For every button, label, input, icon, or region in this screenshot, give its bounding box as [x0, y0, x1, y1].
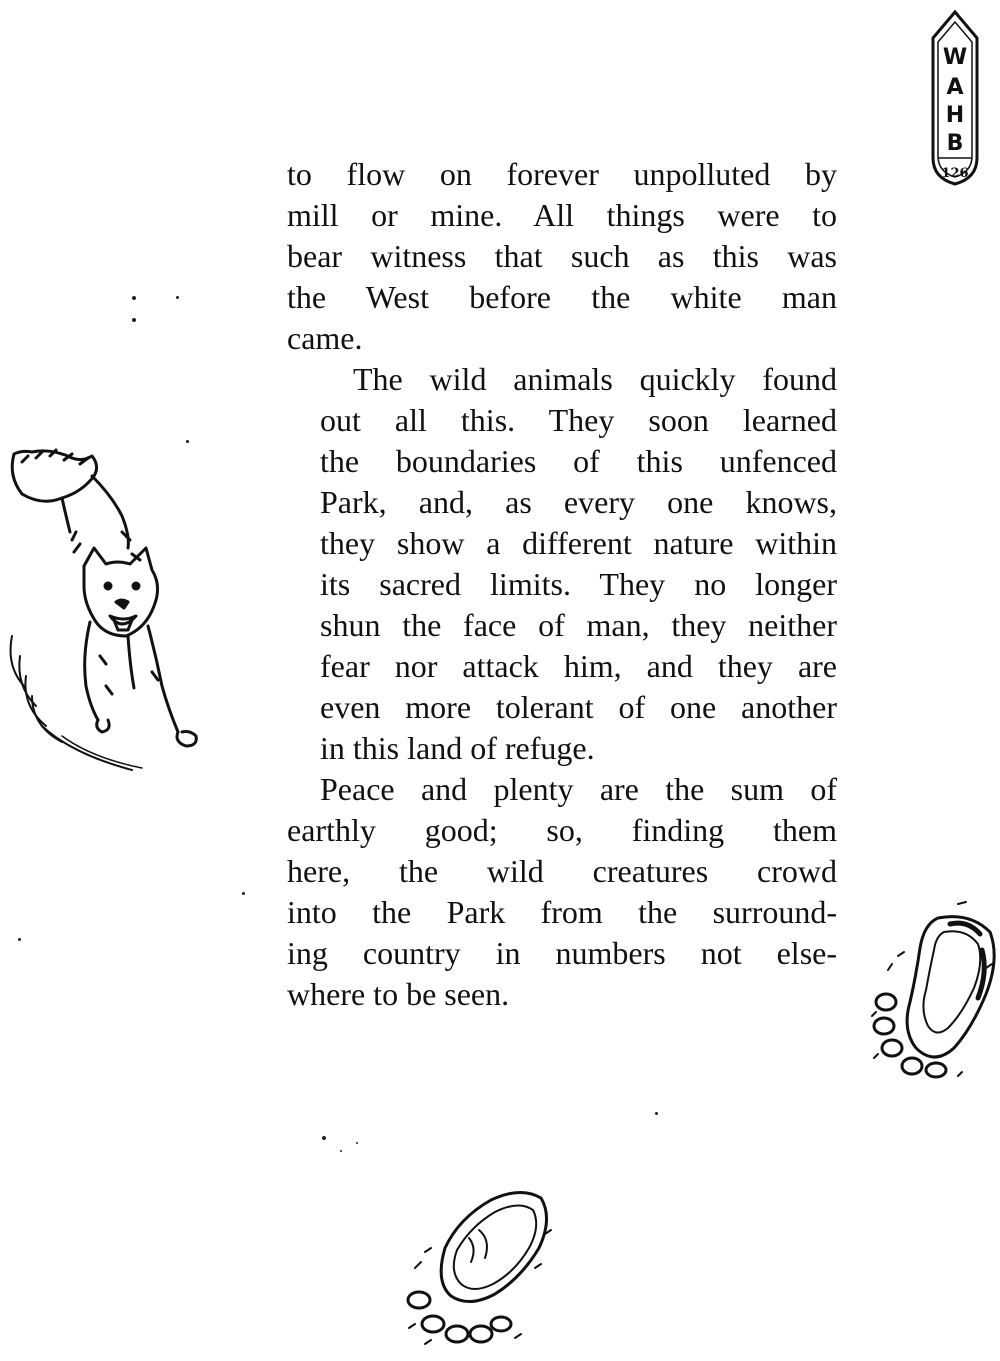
text-line: ing country in numbers not else- — [287, 935, 837, 971]
text-line: they show a different nature within — [320, 525, 837, 561]
speck — [132, 318, 136, 322]
text-line: Park, and, as every one knows, — [320, 484, 837, 520]
speck — [655, 1112, 658, 1115]
speck — [242, 892, 245, 895]
body-text — [287, 154, 837, 1015]
text-line: The wild animals quickly found — [353, 361, 837, 397]
paragraph-1 — [287, 154, 837, 359]
wolf-illustration — [2, 436, 207, 776]
speck — [132, 296, 136, 300]
text-line: earthly good; so, finding them — [287, 812, 837, 848]
text-line: the boundaries of this unfenced — [320, 443, 837, 479]
text-line: shun the face of man, they neither — [320, 607, 837, 643]
text-line: where to be seen. — [287, 976, 510, 1012]
paragraph-2 — [287, 359, 837, 769]
speck — [176, 296, 179, 299]
text-line: in this land of refuge. — [320, 730, 595, 766]
paw-print-icon — [395, 1178, 560, 1353]
speck — [18, 938, 21, 941]
text-line: here, the wild creatures crowd — [287, 853, 837, 889]
wolf-icon — [2, 436, 207, 776]
badge-shield-icon — [925, 8, 985, 188]
text-line: into the Park from the surround- — [287, 894, 837, 930]
paw-print-icon — [858, 898, 1000, 1083]
text-line: to flow on forever unpolluted by — [287, 156, 837, 192]
badge-letter-b: B — [946, 131, 964, 156]
badge-letter-w: W — [942, 45, 968, 70]
text-line: out all this. They soon learned — [320, 402, 837, 438]
text-line: the West before the white man — [287, 279, 837, 315]
speck — [356, 1142, 358, 1144]
text-line: bear witness that such as this was — [287, 238, 837, 274]
text-line: even more tolerant of one another — [320, 689, 837, 725]
page-badge — [925, 8, 985, 188]
text-line: its sacred limits. They no longer — [320, 566, 837, 602]
text-line: Peace and plenty are the sum of — [320, 771, 837, 807]
badge-letter-a: A — [946, 75, 964, 100]
text-line: came. — [287, 320, 363, 356]
text-line: fear nor attack him, and they are — [320, 648, 837, 684]
paw-track-bottom — [395, 1178, 560, 1353]
paw-track-right — [858, 898, 1000, 1083]
paragraph-3 — [287, 769, 837, 1015]
speck — [322, 1136, 326, 1140]
badge-letter-h: H — [945, 103, 965, 128]
speck — [340, 1150, 342, 1152]
page-number: 126 — [941, 166, 969, 181]
text-line: mill or mine. All things were to — [287, 197, 837, 233]
speck — [186, 440, 189, 443]
